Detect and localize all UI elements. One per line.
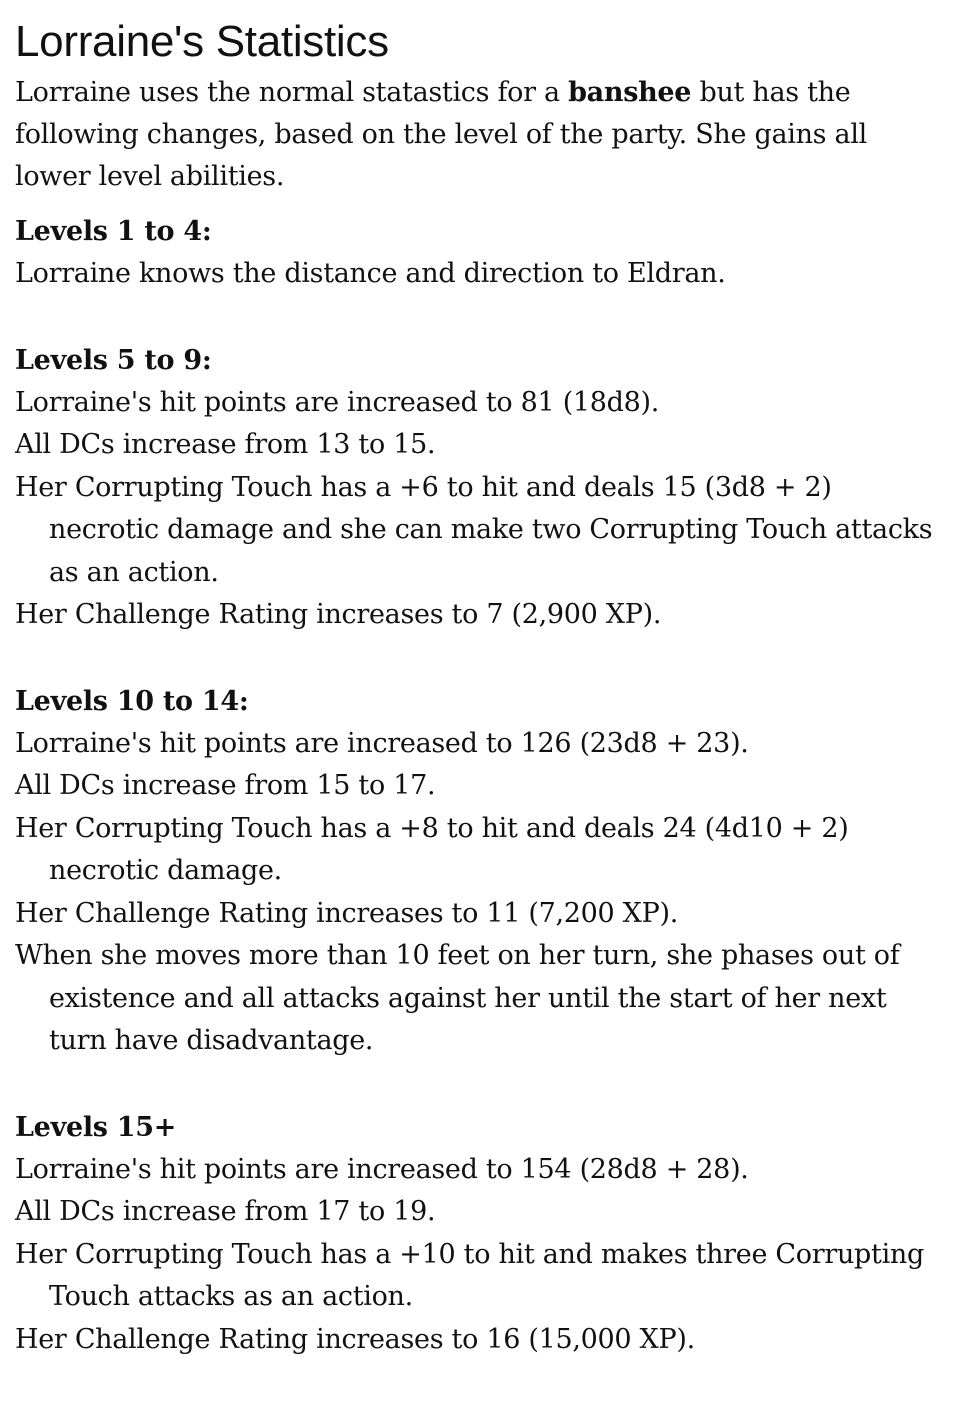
stat-line: Lorraine's hit points are increased to 126 (23d8 + 23). (15, 727, 749, 759)
intro-paragraph (15, 72, 940, 198)
section-levels-15-plus (15, 1107, 940, 1362)
document-page (15, 16, 940, 1405)
section-heading: Levels 15+ (15, 1111, 177, 1143)
section-heading: Levels 5 to 9: (15, 344, 212, 376)
stat-line: Her Challenge Rating increases to 7 (2,900 XP). (15, 599, 662, 630)
stat-line: Her Corrupting Touch has a +10 to hit and makes three Corrupting Touch attacks as an action. (15, 1238, 924, 1312)
stat-line: Her Corrupting Touch has a +6 to hit and deals 15 (3d8 + 2) necrotic damage and she can make two Corrupting Touch attacks as an action. (15, 471, 933, 588)
intro-bold-term: banshee (568, 77, 692, 108)
stat-line: All DCs increase from 15 to 17. (15, 770, 436, 801)
stat-line: Lorraine knows the distance and direction to Eldran. (15, 258, 726, 289)
stat-line: All DCs increase from 17 to 19. (15, 1196, 436, 1227)
page-title: Lorraine's Statistics (15, 17, 389, 66)
section-levels-5-to-9 (15, 340, 940, 637)
section-heading: Levels 10 to 14: (15, 685, 249, 717)
stat-line: Lorraine's hit points are increased to 154 (28d8 + 28). (15, 1153, 749, 1185)
stat-line: Lorraine's hit points are increased to 81 (18d8). (15, 386, 660, 418)
stat-line: When she moves more than 10 feet on her turn, she phases out of existence and all attacks against her until the start of her next turn have disadvantage. (15, 940, 900, 1056)
section-heading: Levels 1 to 4: (15, 216, 212, 247)
section-levels-1-to-4 (15, 211, 940, 296)
section-levels-10-to-14 (15, 681, 940, 1063)
stat-line: Her Challenge Rating increases to 16 (15,000 XP). (15, 1323, 695, 1355)
stat-line: All DCs increase from 13 to 15. (15, 429, 436, 460)
intro-text-after: but has the following changes, based on the level of the party. She gains all lower level abilities. (15, 77, 867, 192)
stat-line: Her Challenge Rating increases to 11 (7,200 XP). (15, 897, 678, 929)
intro-text-before: Lorraine uses the normal statastics for a (15, 77, 569, 108)
stat-line: Her Corrupting Touch has a +8 to hit and deals 24 (4d10 + 2) necrotic damage. (15, 812, 849, 886)
